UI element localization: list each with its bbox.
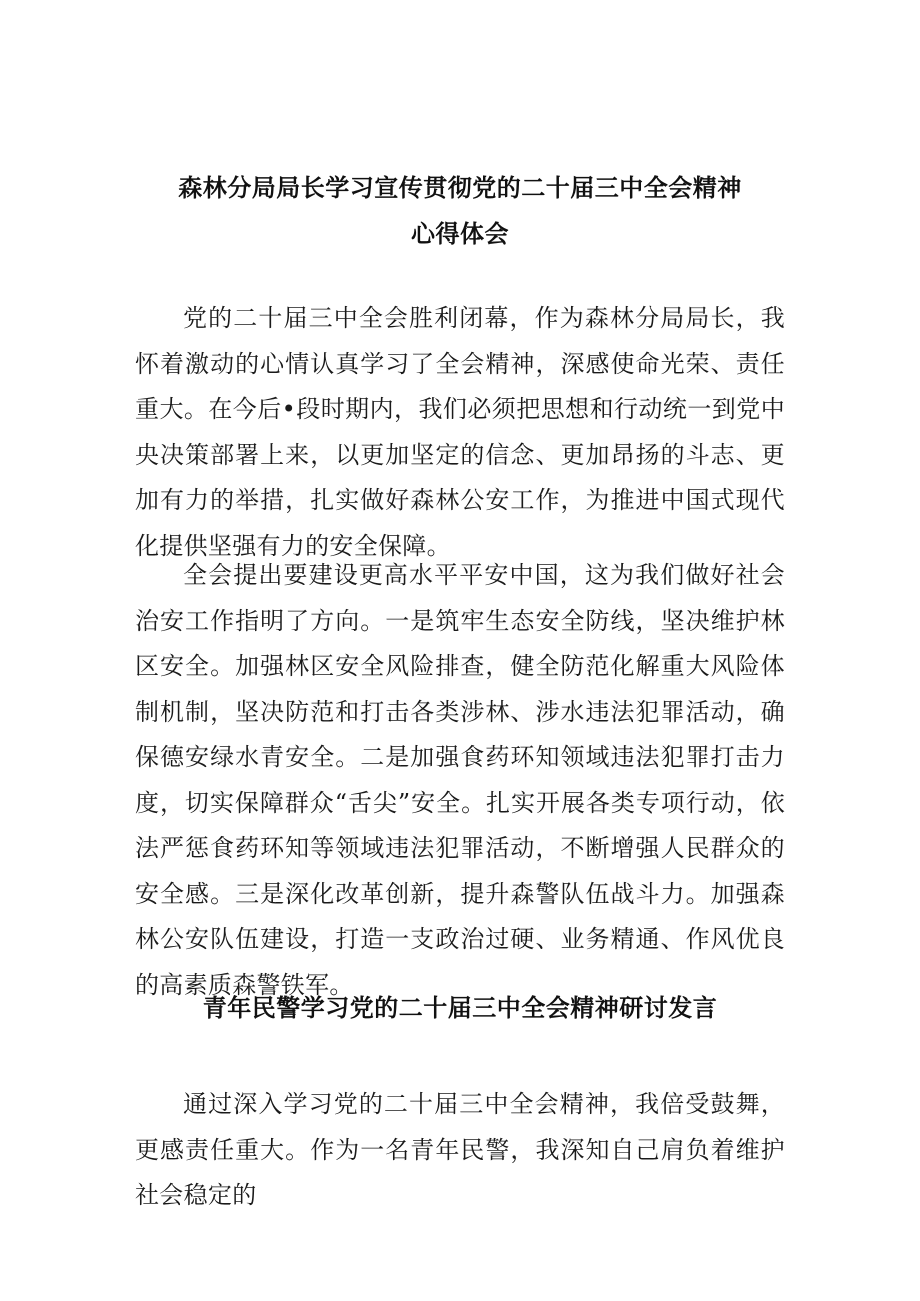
article1-paragraph-1: 党的二十届三中全会胜利闭幕，作为森林分局局长，我怀着激动的心情认真学习了全会精神，深感使命光荣、责任重大。在今后•段时期内，我们必须把思想和行动统一到党中央决策部署上来，以更加坚定的信念、更加昂扬的斗志、更加有力的举措，扎实做好森林公安工作，为推进中国式现代化提供坚强有力的安全保障。: [135, 304, 785, 560]
article1-paragraph-2: 全会提出要建设更高水平平安中国，这为我们做好社会治安工作指明了方向。一是筑牢生态安全防线，坚决维护林区安全。加强林区安全风险排查，健全防范化解重大风险体制机制，坚决防范和打击各类涉林、涉水违法犯罪活动，确保德安绿水青安全。二是加强食药环知领域违法犯罪打击力度，切实保障群众“舌尖”安全。扎实开展各类专项行动，依法严惩食药环知等领域违法犯罪活动，不断增强人民群众的安全感。三是深化改革创新，提升森警队伍战斗力。加强森林公安队伍建设，打造一支政治过硬、业务精通、作风优良的高素质森警铁军。: [135, 561, 785, 999]
article2-title-text: 青年民警学习党的二十届三中全会精神研讨发言: [202, 993, 718, 1022]
article2-title: [0, 985, 920, 1031]
article1-title-line1: 森林分局局长学习宣传贯彻党的二十届三中全会精神: [178, 173, 742, 202]
article2-paragraph-1: 通过深入学习党的二十届三中全会精神，我倍受鼓舞，更感责任重大。作为一名青年民警，我深知自己肩负着维护社会稳定的: [135, 1090, 785, 1209]
article1-title: [0, 165, 920, 257]
article1-title-line2: 心得体会: [411, 219, 509, 248]
